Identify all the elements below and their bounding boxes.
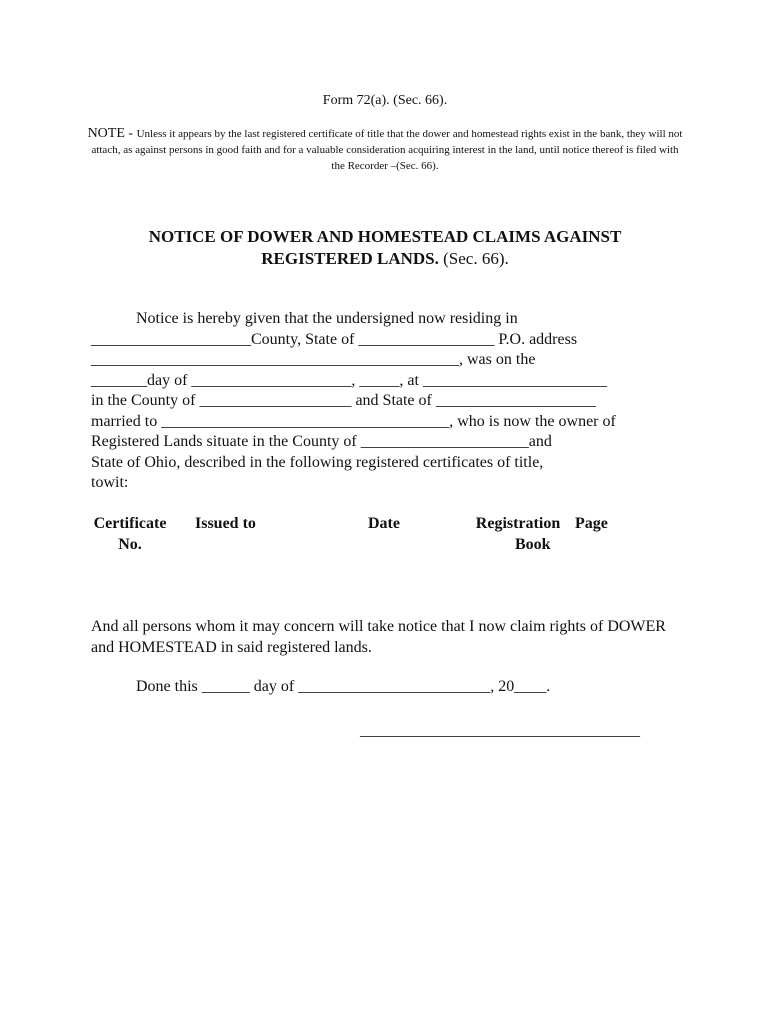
notice-body bbox=[91, 309, 691, 494]
document-title bbox=[90, 226, 680, 270]
body-line: ______________________________________________, was on the bbox=[91, 351, 536, 368]
signature-line: ___________________________________ bbox=[360, 722, 640, 739]
column-issued-to: Issued to bbox=[195, 515, 256, 532]
certificate-table-header bbox=[91, 513, 631, 557]
column-date: Date bbox=[368, 515, 400, 532]
body-line: in the County of ___________________ and State of ____________________ bbox=[91, 392, 596, 409]
note-label: NOTE - bbox=[87, 126, 137, 141]
column-certificate-label: Certificate bbox=[93, 515, 167, 532]
note-block bbox=[85, 126, 685, 174]
column-certificate-no bbox=[91, 513, 169, 555]
body-line: Registered Lands situate in the County of _____________________and bbox=[91, 433, 552, 450]
title-line-1: NOTICE OF DOWER AND HOMESTEAD CLAIMS AGAINST bbox=[148, 227, 622, 246]
claim-statement: And all persons whom it may concern will take notice that I now claim rights of DOWER and HOMESTEAD in said registered lands. bbox=[91, 618, 666, 656]
title-section-ref: (Sec. 66). bbox=[438, 249, 509, 268]
body-line: married to ____________________________________, who is now the owner of bbox=[91, 412, 616, 430]
body-line: ____________________County, State of _________________ P.O. address bbox=[91, 330, 578, 348]
done-this-line: Done this ______ day of ________________________, 20____. bbox=[136, 678, 551, 695]
body-line: Notice is hereby given that the undersigned now residing in bbox=[136, 310, 518, 327]
title-line-2-bold: REGISTERED LANDS. bbox=[261, 249, 439, 268]
column-book-label: Book bbox=[515, 536, 551, 553]
note-text: Unless it appears by the last registered certificate of title that the dower and homestead rights exist in the bank, they will not attach, as against persons in good faith and for a valuable consideration acquiring interest in the land, until notice thereof is filed with the Recorder –(Sec. 66). bbox=[91, 128, 683, 172]
form-reference: Form 72(a). (Sec. 66). bbox=[322, 93, 448, 108]
title-line-2 bbox=[90, 248, 680, 270]
column-no-label: No. bbox=[118, 536, 142, 553]
column-page: Page bbox=[575, 515, 608, 532]
column-registration-book bbox=[443, 513, 593, 555]
body-line: towit: bbox=[91, 474, 129, 491]
body-line: State of Ohio, described in the following registered certificates of title, bbox=[91, 453, 544, 471]
body-line: _______day of ____________________, _____, at _______________________ bbox=[91, 371, 607, 389]
column-registration-label: Registration bbox=[475, 515, 561, 532]
